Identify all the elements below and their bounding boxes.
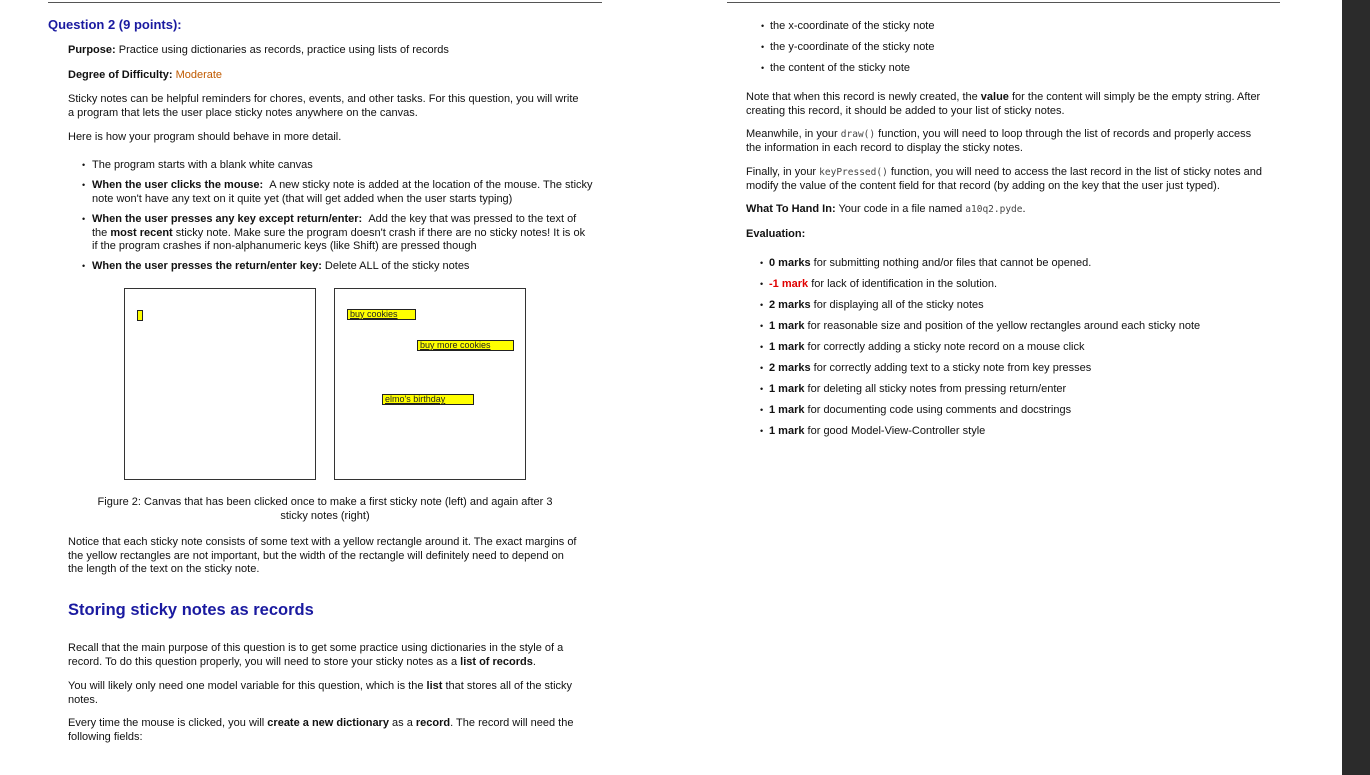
eval-marks: 1 mark bbox=[769, 383, 805, 395]
bullet-text: The program starts with a blank white canvas bbox=[92, 159, 313, 171]
handin-filename: a10q2.pyde bbox=[965, 204, 1023, 215]
eval-item bbox=[769, 362, 1289, 376]
finally-paragraph bbox=[746, 166, 1262, 193]
notice-paragraph bbox=[68, 536, 577, 577]
draw-function-code: draw() bbox=[840, 129, 876, 140]
note-text: creating this record, it should be added to your list of sticky notes. bbox=[746, 104, 1065, 117]
bullet-bold: When the user presses the return/enter key: bbox=[92, 260, 322, 272]
bullet-text: A new sticky note is added at the location of the mouse. The sticky bbox=[269, 179, 593, 191]
note-paragraph bbox=[746, 91, 1260, 118]
meanwhile-paragraph bbox=[746, 128, 1251, 155]
eval-text: for documenting code using comments and docstrings bbox=[807, 404, 1072, 416]
evaluation-label bbox=[746, 228, 805, 242]
sticky-note: buy cookies bbox=[347, 309, 416, 320]
difficulty-label: Degree of Difficulty: bbox=[68, 69, 173, 81]
handin-line bbox=[746, 203, 1026, 217]
notice-line: the length of the text on the sticky note. bbox=[68, 563, 260, 575]
every-paragraph bbox=[68, 717, 573, 744]
field-item bbox=[770, 41, 1290, 55]
recall-line: Recall that the main purpose of this question is to get some practice using dictionaries in the style of a bbox=[68, 642, 564, 654]
model-text: You will likely only need one model variable for this question, which is the bbox=[68, 680, 424, 692]
bullet-mouse-click bbox=[92, 179, 632, 206]
every-bold: record bbox=[415, 717, 451, 729]
empty-sticky-note bbox=[137, 310, 143, 321]
finally-text: function, you will need to access the last record in the list of sticky notes and bbox=[890, 166, 1263, 178]
eval-item bbox=[769, 257, 1289, 271]
eval-marks: 2 marks bbox=[769, 299, 811, 311]
figure-caption bbox=[68, 496, 582, 523]
field-text: the y-coordinate of the sticky note bbox=[770, 41, 935, 53]
eval-marks: 0 marks bbox=[769, 257, 811, 269]
bullet-key-press bbox=[92, 213, 632, 254]
eval-marks: -1 mark bbox=[769, 278, 809, 290]
caption-line: Figure 2: Canvas that has been clicked once to make a first sticky note (left) and again after 3 bbox=[97, 496, 553, 508]
bullet-text: if the program crashes if non-alphanumeric keys (like Shift) are pressed though bbox=[92, 240, 477, 252]
bullet-text: Add the key that was pressed to the text of bbox=[368, 213, 577, 225]
finally-text: modify the value of the content field for that record (by adding on the key that the user just typed). bbox=[746, 179, 1220, 192]
eval-text: for deleting all sticky notes from pressing return/enter bbox=[807, 383, 1067, 395]
eval-text: for good Model-View-Controller style bbox=[807, 425, 986, 437]
purpose-label: Purpose: bbox=[68, 44, 116, 56]
page-scrollbar[interactable] bbox=[1342, 0, 1370, 775]
eval-text: for submitting nothing and/or files that cannot be opened. bbox=[813, 257, 1092, 269]
left-page-top-rule bbox=[48, 2, 602, 3]
bullet-text: note won't have any text on it quite yet (that will get added when the user starts typing) bbox=[92, 192, 513, 205]
bullet-blank-canvas bbox=[92, 159, 632, 173]
difficulty-value: Moderate bbox=[175, 69, 223, 81]
caption-line: sticky notes (right) bbox=[280, 509, 370, 522]
every-text: following fields: bbox=[68, 730, 143, 743]
every-text: as a bbox=[392, 717, 413, 729]
note-bold: value bbox=[980, 91, 1009, 103]
model-text: notes. bbox=[68, 693, 98, 706]
evaluation-label-text: Evaluation: bbox=[746, 228, 806, 240]
eval-item bbox=[769, 383, 1289, 397]
eval-item bbox=[769, 404, 1289, 418]
every-text: Every time the mouse is clicked, you will bbox=[68, 717, 265, 729]
meanwhile-text: function, you will need to loop through the list of records and properly access bbox=[878, 128, 1252, 140]
right-page-top-rule bbox=[727, 2, 1280, 3]
keypressed-function-code: keyPressed() bbox=[819, 167, 888, 178]
bullet-bold: When the user presses any key except return/enter: bbox=[92, 213, 363, 225]
eval-text: for displaying all of the sticky notes bbox=[813, 299, 984, 311]
eval-marks: 2 marks bbox=[769, 362, 811, 374]
question-title: Question 2 (9 points): bbox=[48, 17, 182, 32]
handin-label: What To Hand In: bbox=[746, 203, 836, 215]
every-bold: create a new dictionary bbox=[267, 717, 389, 729]
notice-line: Notice that each sticky note consists of some text with a yellow rectangle around it. The exact margins of bbox=[68, 536, 577, 548]
eval-item bbox=[769, 320, 1289, 334]
intro-line: Sticky notes can be helpful reminders for chores, events, and other tasks. For this question, you will write bbox=[68, 93, 579, 105]
intro-line: a program that lets the user place sticky notes anywhere on the canvas. bbox=[68, 106, 418, 119]
handin-text: Your code in a file named bbox=[838, 203, 963, 215]
sticky-note: buy more cookies bbox=[417, 340, 514, 351]
section-heading: Storing sticky notes as records bbox=[68, 601, 314, 619]
purpose-text: Practice using dictionaries as records, practice using lists of records bbox=[118, 44, 449, 56]
eval-marks: 1 mark bbox=[769, 320, 805, 332]
eval-item bbox=[769, 299, 1289, 313]
field-text: the content of the sticky note bbox=[770, 62, 911, 74]
field-item bbox=[770, 62, 1290, 76]
eval-item bbox=[769, 278, 1289, 292]
field-text: the x-coordinate of the sticky note bbox=[770, 20, 935, 32]
meanwhile-text: Meanwhile, in your bbox=[746, 128, 838, 140]
eval-text: for lack of identification in the solution. bbox=[811, 278, 998, 290]
recall-text: . bbox=[532, 655, 536, 668]
finally-text: Finally, in your bbox=[746, 166, 817, 178]
figure-canvas-left bbox=[124, 288, 316, 480]
eval-marks: 1 mark bbox=[769, 341, 805, 353]
recall-text: record. To do this question properly, you will need to store your sticky notes as a bbox=[68, 655, 458, 668]
model-bold: list bbox=[426, 680, 443, 692]
notice-line: the yellow rectangles are not important, but the width of the rectangle will definitely need to depend on bbox=[68, 549, 564, 562]
field-item bbox=[770, 20, 1290, 34]
sticky-note: elmo's birthday bbox=[382, 394, 474, 405]
every-text: . The record will need the bbox=[450, 717, 574, 729]
purpose-line bbox=[68, 44, 449, 58]
recall-paragraph bbox=[68, 642, 563, 669]
behave-text: Here is how your program should behave in more detail. bbox=[68, 131, 342, 143]
eval-marks: 1 mark bbox=[769, 404, 805, 416]
bullet-enter-key bbox=[92, 260, 632, 274]
bullet-text: sticky note. Make sure the program doesn't crash if there are no sticky notes! It is ok bbox=[175, 226, 586, 239]
model-paragraph bbox=[68, 680, 572, 707]
intro-paragraph bbox=[68, 93, 579, 120]
note-text: Note that when this record is newly created, the bbox=[746, 91, 978, 103]
note-text: for the content will simply be the empty string. After bbox=[1012, 91, 1261, 103]
figure-canvas-right bbox=[334, 288, 526, 480]
bullet-bold: most recent bbox=[110, 226, 173, 239]
bullet-text: the bbox=[92, 226, 108, 239]
meanwhile-text: the information in each record to display the sticky notes. bbox=[746, 141, 1023, 154]
difficulty-line bbox=[68, 69, 222, 83]
eval-text: for correctly adding text to a sticky note from key presses bbox=[813, 362, 1092, 374]
handin-text: . bbox=[1022, 203, 1026, 215]
bullet-bold: When the user clicks the mouse: bbox=[92, 179, 264, 191]
recall-bold: list of records bbox=[460, 655, 533, 668]
eval-item bbox=[769, 425, 1289, 439]
eval-text: for reasonable size and position of the yellow rectangles around each sticky note bbox=[807, 320, 1201, 332]
bullet-text: Delete ALL of the sticky notes bbox=[324, 260, 470, 272]
model-text: that stores all of the sticky bbox=[445, 680, 573, 692]
eval-text: for correctly adding a sticky note record on a mouse click bbox=[807, 341, 1085, 353]
eval-item bbox=[769, 341, 1289, 355]
eval-marks: 1 mark bbox=[769, 425, 805, 437]
